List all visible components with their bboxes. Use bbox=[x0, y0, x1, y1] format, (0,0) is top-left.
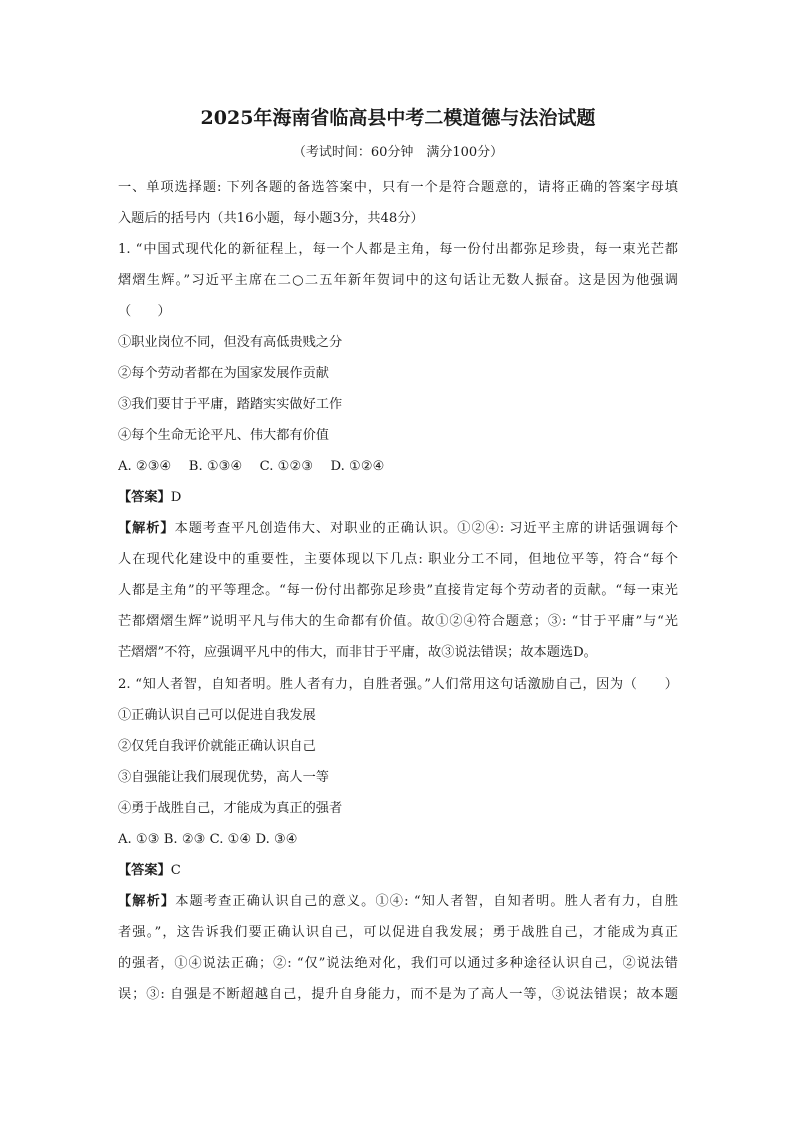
analysis-text: 本题考查平凡创造伟大、对职业的正确认识。①②④: 习近平主席的讲话强调每个 bbox=[174, 521, 678, 536]
analysis-line: 芒熠熠”不符，应强调平凡中的伟大，而非甘于平庸，故③说法错误；故本题选D。 bbox=[118, 645, 597, 660]
option-item: ①正确认识自己可以促进自我发展 bbox=[118, 708, 316, 723]
answer-choices: A. ②③④ B. ①③④ C. ①②③ D. ①②④ bbox=[118, 459, 385, 474]
answer-choices: A. ①③ B. ②③ C. ①④ D. ③④ bbox=[118, 832, 298, 847]
option-item: ④勇于战胜自己，才能成为真正的强者 bbox=[118, 801, 343, 816]
answer-label: 【答案】 bbox=[118, 490, 171, 505]
option-item: ①职业岗位不同，但没有高低贵贱之分 bbox=[118, 335, 343, 350]
question-stem-line: 2. “知人者智，自知者明。胜人者有力，自胜者强。”人们常用这句话激励自己，因为（ ） bbox=[118, 677, 678, 692]
analysis-line: 者强。”，这告诉我们要正确认识自己，可以促进自我发展；勇于战胜自己，才能成为真正 bbox=[118, 925, 678, 940]
option-item: ③自强能让我们展现优势，高人一等 bbox=[118, 770, 329, 785]
question-stem-line: 1. “中国式现代化的新征程上，每一个人都是主角，每一份付出都弥足珍贵，每一束光芒都 bbox=[118, 242, 678, 257]
analysis-line: 芒都熠熠生辉”说明平凡与伟大的生命都有价值。故①②④符合题意；③: “甘于平庸”与“光 bbox=[118, 614, 678, 629]
exam-info: （考试时间：60分钟 满分100分） bbox=[292, 145, 504, 160]
question-stem-line: 熠熠生辉。”习近平主席在二○二五年新年贺词中的这句话让无数人振奋。这是因为他强调 bbox=[118, 273, 678, 288]
section-heading-line: 入题后的括号内（共16小题，每小题3分，共48分） bbox=[118, 211, 424, 226]
analysis-line: 人在现代化建设中的重要性，主要体现以下几点: 职业分工不同，但地位平等，符合“每个 bbox=[118, 552, 678, 567]
analysis-line bbox=[118, 886, 678, 917]
answer-line bbox=[118, 855, 678, 886]
option-item: ②每个劳动者都在为国家发展作贡献 bbox=[118, 366, 329, 381]
analysis-line: 的强者，①④说法正确；②: “仅”说法绝对化，我们可以通过多种途径认识自己，②说法错 bbox=[118, 956, 678, 971]
answer-label: 【答案】 bbox=[118, 863, 171, 878]
answer-line bbox=[118, 482, 678, 513]
option-item: ④每个生命无论平凡、伟大都有价值 bbox=[118, 428, 329, 443]
section-heading-line: 一、单项选择题: 下列各题的备选答案中，只有一个是符合题意的，请将正确的答案字母填 bbox=[118, 180, 678, 195]
page-title: 2025年海南省临高县中考二模道德与法治试题 bbox=[200, 107, 596, 129]
question-1 bbox=[118, 234, 678, 668]
option-item: ③我们要甘于平庸，踏踏实实做好工作 bbox=[118, 397, 343, 412]
question-blank: （ ） bbox=[118, 304, 171, 319]
analysis-label: 【解析】 bbox=[118, 521, 175, 536]
analysis-line bbox=[118, 513, 678, 544]
analysis-text: 本题考查正确认识自己的意义。①④: “知人者智，自知者明。胜人者有力，自胜 bbox=[175, 894, 678, 909]
analysis-line: 误；③: 自强是不断超越自己，提升自身能力，而不是为了高人一等，③说法错误；故本题 bbox=[118, 987, 678, 1002]
question-2 bbox=[118, 669, 678, 1010]
answer-value: C bbox=[170, 863, 181, 878]
analysis-label: 【解析】 bbox=[118, 894, 176, 909]
analysis-line: 人都是主角”的平等理念。“每一份付出都弥足珍贵”直接肯定每个劳动者的贡献。“每一束光 bbox=[118, 583, 678, 598]
option-item: ②仅凭自我评价就能正确认识自己 bbox=[118, 739, 316, 754]
answer-value: D bbox=[170, 490, 182, 505]
section-heading bbox=[118, 172, 678, 234]
